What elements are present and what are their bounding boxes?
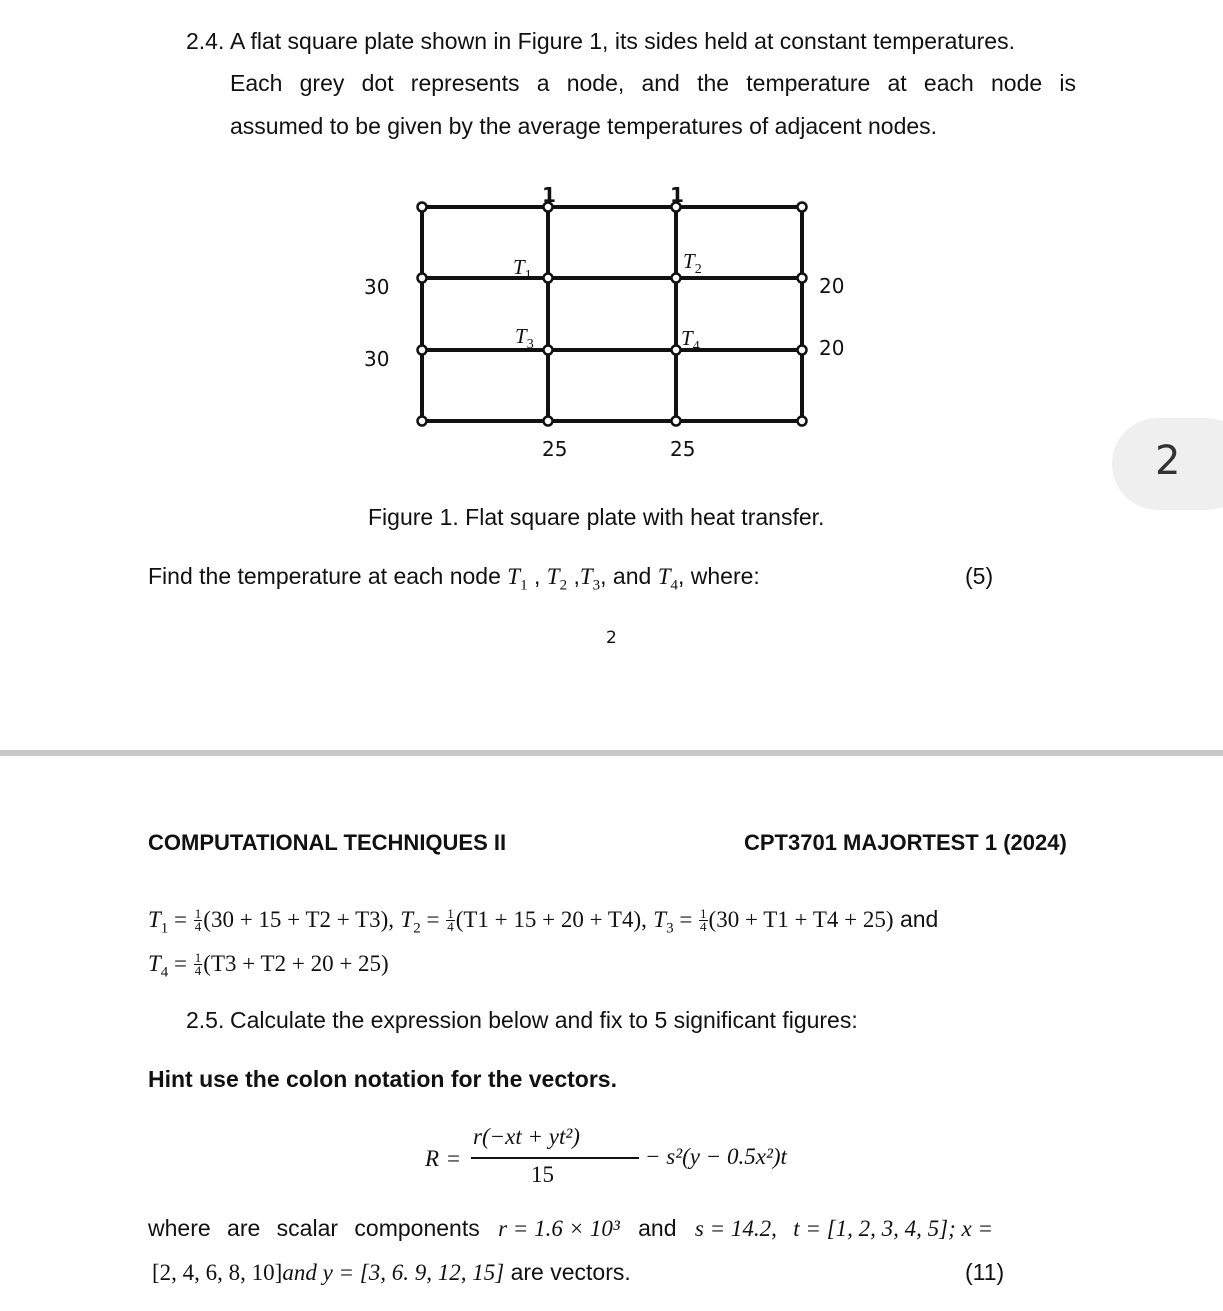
eq3-rhs: (30 + T1 + T4 + 25) <box>708 907 894 932</box>
formula-lhs: R <box>425 1146 440 1171</box>
formula-denominator: 15 <box>531 1162 554 1187</box>
q24-line-1: A flat square plate shown in Figure 1, its sides held at constant temperatures. <box>230 28 1015 54</box>
find-line: Find the temperature at each node $T_1$ , $T_2$ $,T_3$, and $T_4$, where: <box>148 563 760 594</box>
y-value: and y = [3, 6. 9, 12, 15] <box>282 1260 505 1285</box>
eq4-lhs: $T_4$ <box>148 951 169 981</box>
label-t4: $T_4$ <box>681 326 700 354</box>
node <box>798 203 807 212</box>
label-top-right: 1 <box>670 183 684 207</box>
plate-grid <box>422 207 802 421</box>
label-left-mid: 30 <box>364 347 390 371</box>
formula-numerator: r(−xt + yt²) <box>473 1124 580 1149</box>
find-prefix: Find the temperature at each node <box>148 563 501 589</box>
where-and: and <box>638 1215 677 1241</box>
t-value: t = [1, 2, 3, 4, 5]; x = <box>793 1216 993 1241</box>
label-right-mid: 20 <box>819 336 845 360</box>
q24-marks: (5) <box>965 563 994 589</box>
equations-line-1: $T_1$ = $\frac{1}{4}$ (30 + 15 + T2 + T3), $T_2$ = $\frac{1}{4}$ (T1 + 15 + 20 + T4), $T_3$ = $\frac{1}{4}$ (30 + T1 + T4 + 25) and <box>148 906 939 937</box>
eq4-rhs: (T3 + T2 + 20 + 25) <box>203 951 389 976</box>
formula-tail: − s²(y − 0.5x²)t <box>645 1144 787 1169</box>
r-value: r = 1.6 × 10³ <box>498 1216 620 1241</box>
where-text: where are scalar components <box>148 1215 480 1241</box>
label-t2: $T_2$ <box>683 249 702 277</box>
node <box>798 274 807 283</box>
plate-figure <box>340 180 880 470</box>
eq1-rhs: (30 + 15 + T2 + T3), <box>203 907 395 932</box>
eq1-lhs: $T_1$ <box>148 907 169 937</box>
fraction-quarter: $\frac{1}{4}$ <box>194 906 202 935</box>
find-and: , and <box>600 563 652 589</box>
q24-line-3: assumed to be given by the average temperatures of adjacent nodes. <box>230 113 938 139</box>
node <box>544 417 553 426</box>
q25-marks: (11) <box>965 1259 1005 1285</box>
eq2-lhs: $T_2$ <box>400 907 421 937</box>
page-number-small: 2 <box>606 628 617 648</box>
header-test: CPT3701 MAJORTEST 1 (2024) <box>744 830 1067 855</box>
node <box>544 346 553 355</box>
node <box>798 346 807 355</box>
node <box>672 346 681 355</box>
var-t3: $T_3$ <box>579 564 601 594</box>
q24-number: 2.4. <box>186 28 225 54</box>
q25-number: 2.5. <box>186 1007 225 1033</box>
label-top-left: 1 <box>542 183 556 207</box>
label-t3: $T_3$ <box>515 324 534 352</box>
q25-text: Calculate the expression below and fix to 5 significant figures: <box>230 1007 858 1033</box>
s-value: s = 14.2, <box>694 1216 777 1241</box>
where-line-1 <box>148 1215 993 1243</box>
label-right-top: 20 <box>819 274 845 298</box>
page-divider <box>0 750 1223 756</box>
page-indicator-number: 2 <box>1155 438 1181 484</box>
where-end: are vectors. <box>510 1259 631 1285</box>
equations-line-2: $T_4$ = $\frac{1}{4}$ (T3 + T2 + 20 + 25) <box>148 950 389 981</box>
label-bottom-left: 25 <box>542 437 568 461</box>
node <box>418 417 427 426</box>
node <box>672 417 681 426</box>
where-line-2 <box>152 1259 631 1287</box>
find-suffix: , where: <box>677 563 760 589</box>
node <box>418 346 427 355</box>
node <box>544 274 553 283</box>
eq3-lhs: $T_3$ <box>653 907 674 937</box>
x-value: [2, 4, 6, 8, 10] <box>152 1260 283 1285</box>
q24-line-2: Each grey dot represents a node, and the temperature at each node is <box>230 70 1076 96</box>
label-bottom-right: 25 <box>670 437 696 461</box>
formula-fraction-bar <box>471 1157 639 1159</box>
var-t4: $T_4$ <box>657 564 678 594</box>
fraction-quarter: $\frac{1}{4}$ <box>194 950 202 979</box>
figure-caption: Figure 1. Flat square plate with heat transfer. <box>368 504 825 530</box>
var-t1: $T_1$ <box>507 564 528 594</box>
fraction-quarter: $\frac{1}{4}$ <box>700 906 707 935</box>
node <box>672 274 681 283</box>
nodes <box>418 203 807 426</box>
header-course: COMPUTATIONAL TECHNIQUES II <box>148 830 507 855</box>
q25-hint: Hint use the colon notation for the vectors. <box>148 1066 617 1092</box>
eq2-rhs: (T1 + 15 + 20 + T4), <box>455 907 647 932</box>
label-left-top: 30 <box>364 275 390 299</box>
label-t1: $T_1$ <box>513 255 532 283</box>
eq-and: and <box>899 906 939 932</box>
var-t2: $T_2$ <box>546 564 568 594</box>
fraction-quarter: $\frac{1}{4}$ <box>447 906 454 935</box>
node <box>418 203 427 212</box>
node <box>418 274 427 283</box>
node <box>798 417 807 426</box>
